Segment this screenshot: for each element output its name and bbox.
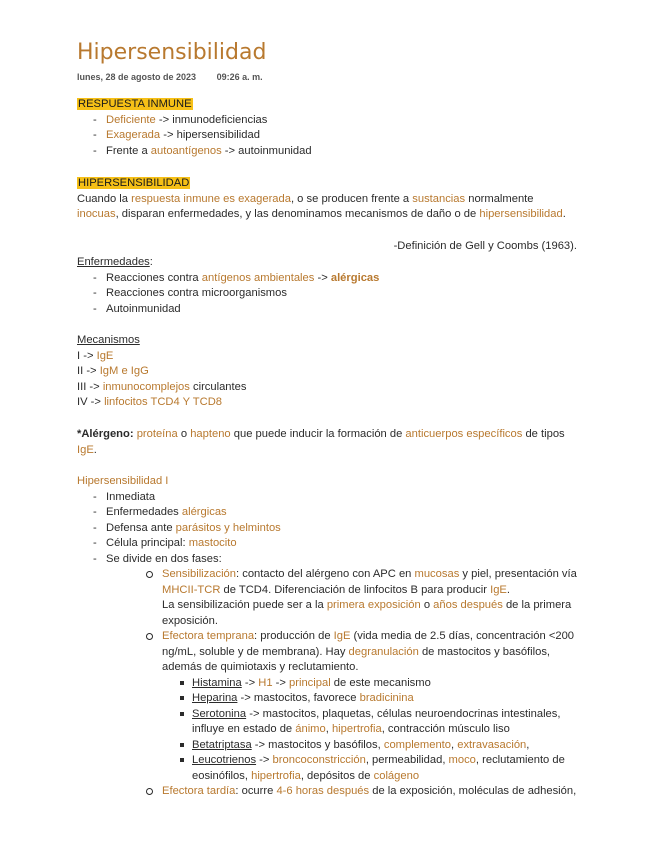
fase-efectora-tardia: Efectora tardía: ocurre 4-6 horas después de la exposición, moléculas de adhesión,	[133, 784, 577, 800]
section-mecanismos	[77, 333, 246, 411]
list-item: - Defensa ante parásitos y helmintos	[77, 521, 577, 537]
section-enfermedades: Enfermedades: - Reacciones contra antígenos ambientales -> alérgicas - Reacciones contra microorganismos - Autoinmunidad	[77, 255, 379, 317]
page-title: Hipersensibilidad	[77, 40, 267, 65]
list-item: - Inmediata	[77, 490, 577, 506]
mediador-leucotrienos: Leucotrienos -> broncoconstricción, permeabilidad, moco, reclutamiento de eosinófilos, hipertrofia, depósitos de colágeno	[162, 753, 577, 784]
section-hipersensibilidad	[77, 176, 577, 223]
list-item: - Reacciones contra microorganismos	[77, 286, 379, 302]
list-item: - Reacciones contra antígenos ambientales -> alérgicas	[77, 271, 379, 287]
list-item: - Exagerada -> hipersensibilidad	[77, 128, 312, 144]
list-item: - Célula principal: mastocito	[77, 536, 577, 552]
list-item: - Frente a autoantígenos -> autoinmunidad	[77, 144, 312, 160]
alergeno-label: *Alérgeno:	[77, 428, 134, 440]
mediador-heparina: Heparina -> mastocitos, favorece bradicinina	[162, 691, 577, 707]
fase-efectora-temprana: Efectora temprana: producción de IgE (vida media de 2.5 días, concentración <200 ng/mL, soluble y de membrana). Hay degranulación de mastocitos y basófilos, además de quimiotaxis y reclutamiento. Histamina -> H1 -> principal de este mecanismo Heparina -> mastocitos, favorece bradicinina Serotonina -> mastocitos, plaquetas, células neuroendocrinas intestinales, influye en estado de ánimo, hipertrofia, contracción músculo liso Betatriptasa -> mastocitos y basófilos, complemento, extravasación, Leucotrienos -> broncoconstricción, permeabilidad, moco, reclutamiento de eosinófilos, hipertrofia, depósitos de colágeno	[133, 629, 577, 784]
respuesta-heading: RESPUESTA INMUNE	[78, 98, 192, 110]
h1-heading: Hipersensibilidad I	[77, 475, 169, 487]
h1-list	[77, 490, 577, 800]
list-item: - Se divide en dos fases: Sensibilización: contacto del alérgeno con APC en mucosas y piel, presentación vía MHCII-TCR de TCD4. Diferenciación de linfocitos B para producir IgE. La sensibilización puede ser a la primera exposición o años después de la primera exposición. Efectora temprana: producción de IgE (vida media de 2.5 días, concentración <200 ng/mL, soluble y de membrana). Hay degranulación de mastocitos y basófilos, además de quimiotaxis y reclutamiento. Histamina -> H1 -> principal de este mecanismo Heparina -> mastocitos, favorece bradicinina Serotonina -> mastocitos, plaquetas, células neuroendocrinas intestinales, influye en estado de ánimo, hipertrofia, contracción músculo liso Betatriptasa -> mastocitos y basófilos, complemento, extravasación, Leucotrienos -> broncoconstricción, permeabilidad, moco, reclutamiento de eosinófilos, hipertrofia, depósitos de colágeno Efectora tardía: ocurre 4-6 horas después de la exposición, moléculas de adhesión,	[77, 552, 577, 800]
mecanismo-row: II -> IgM e IgG	[77, 365, 149, 377]
hiper-paragraph: Cuando la respuesta inmune es exagerada, o se producen frente a sustancias normalmente inocuas, disparan enfermedades, y las denominamos mecanismos de daño o de hipersensibilidad.	[77, 192, 566, 220]
mediador-histamina: Histamina -> H1 -> principal de este mecanismo	[162, 676, 577, 692]
page-date: lunes, 28 de agosto de 2023	[77, 72, 197, 82]
respuesta-list	[77, 113, 312, 160]
citation: -Definición de Gell y Coombs (1963).	[393, 240, 577, 252]
mecanismo-row: III -> inmunocomplejos circulantes	[77, 380, 247, 393]
enfermedades-list	[77, 271, 379, 318]
hiper-heading: HIPERSENSIBILIDAD	[78, 177, 190, 189]
alergeno-definition: *Alérgeno: proteína o hapteno que puede inducir la formación de anticuerpos específicos de tipos IgE.	[77, 428, 565, 456]
list-item: - Deficiente -> inmunodeficiencias	[77, 113, 312, 129]
list-item: - Autoinmunidad	[77, 302, 379, 318]
fases-list	[133, 567, 577, 800]
mecanismo-row: I -> IgE	[77, 349, 114, 362]
fase-sensibilizacion: Sensibilización: contacto del alérgeno con APC en mucosas y piel, presentación vía MHCII-TCR de TCD4. Diferenciación de linfocitos B para producir IgE. La sensibilización puede ser a la primera exposición o años después de la primera exposición.	[133, 567, 577, 629]
page-time: 09:26 a. m.	[216, 72, 263, 82]
section-respuesta	[77, 97, 312, 159]
page-meta	[77, 72, 281, 82]
mediador-serotonina: Serotonina -> mastocitos, plaquetas, células neuroendocrinas intestinales, influye en estado de ánimo, hipertrofia, contracción músculo liso	[162, 707, 577, 738]
section-hipersensibilidad-i	[77, 474, 577, 800]
mecanismo-row: IV -> linfocitos TCD4 Y TCD8	[77, 396, 222, 408]
mecanismos-heading: Mecanismos	[77, 334, 140, 346]
enfermedades-heading: Enfermedades	[77, 256, 150, 268]
list-item: - Enfermedades alérgicas	[77, 505, 577, 521]
mediadores-list	[162, 676, 577, 785]
mediador-betatriptasa: Betatriptasa -> mastocitos y basófilos, complemento, extravasación,	[162, 738, 577, 754]
